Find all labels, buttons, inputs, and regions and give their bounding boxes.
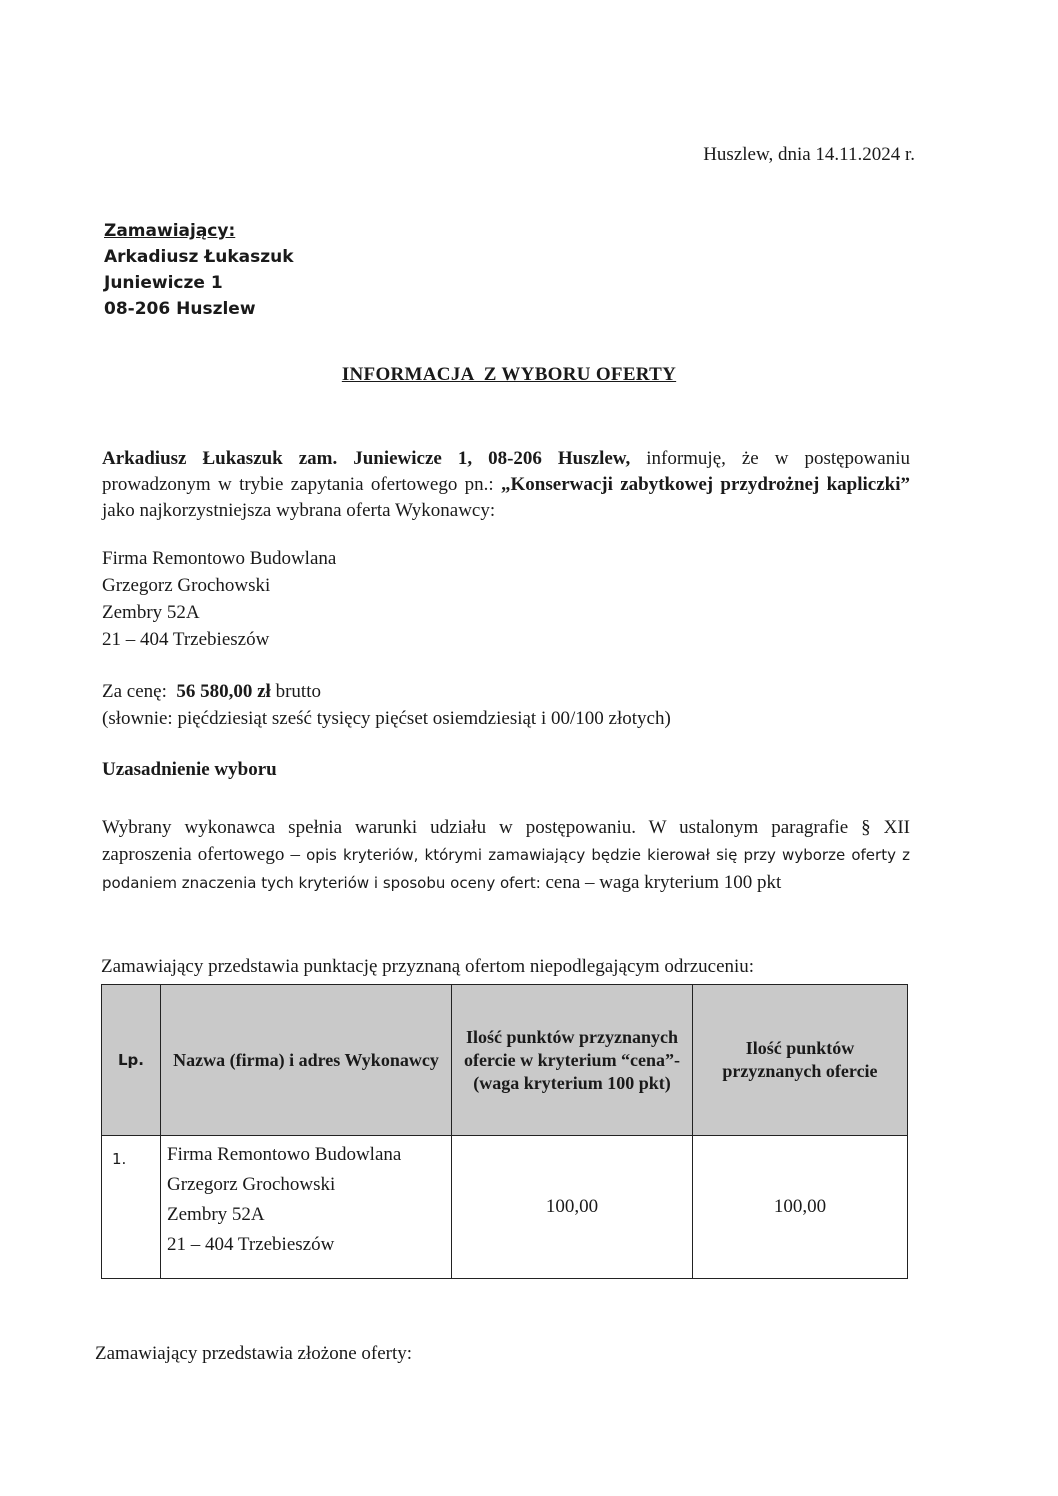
score-table: [101, 984, 908, 1279]
row-firm: [161, 1136, 452, 1279]
price-amount: 56 580,00 zł: [176, 681, 271, 702]
price-suffix: brutto: [270, 681, 321, 702]
row-firm-line-2: Grzegorz Grochowski: [167, 1174, 336, 1195]
row-firm-line-4: 21 – 404 Trzebieszów: [167, 1234, 335, 1255]
contracting-party-street: Juniewicze 1: [104, 273, 223, 293]
table-row: [102, 1136, 908, 1279]
row-lp: 1.: [102, 1136, 161, 1279]
justification-text-3: cena – waga kryterium 100 pkt: [540, 872, 782, 893]
winner-line-3: Zembry 52A: [102, 602, 200, 623]
intro-text-2: jako najkorzystniejsza wybrana oferta Wykonawcy:: [102, 500, 496, 521]
winner-line-2: Grzegorz Grochowski: [102, 575, 271, 596]
winner-line-4: 21 – 404 Trzebieszów: [102, 629, 270, 650]
justification-text-1: Wybrany wykonawca spełnia warunki udziału w postępowaniu. W ustalonym paragrafie § XII zaproszenia ofertowego –: [102, 817, 910, 865]
row-firm-line-1: Firma Remontowo Budowlana: [167, 1144, 402, 1165]
winner-address-block: [102, 545, 336, 653]
price-block: [102, 678, 671, 732]
header-total-points: Ilość punktów przyznanych ofercie: [693, 985, 908, 1136]
contracting-party-heading: Zamawiający:: [104, 221, 236, 241]
price-line: [102, 678, 671, 705]
row-firm-line-3: Zembry 52A: [167, 1204, 265, 1225]
header-lp: Lp.: [102, 985, 161, 1136]
document-title: INFORMACJA Z WYBORU OFERTY: [341, 364, 677, 385]
justification-heading: Uzasadnienie wyboru: [102, 759, 277, 780]
document-date: Huszlew, dnia 14.11.2024 r.: [703, 144, 915, 165]
contracting-party-block: [104, 218, 294, 322]
winner-line-1: Firma Remontowo Budowlana: [102, 548, 337, 569]
intro-project-name: „Konserwacji zabytkowej przydrożnej kapliczki”: [501, 474, 911, 495]
intro-paragraph: [102, 446, 910, 524]
score-intro-text: Zamawiający przedstawia punktację przyznaną ofertom niepodlegającym odrzuceniu:: [101, 956, 755, 977]
price-label: Za cenę:: [102, 681, 177, 702]
intro-lead: Arkadiusz Łukaszuk zam. Juniewicze 1, 08-206 Huszlew,: [102, 448, 631, 469]
price-in-words: (słownie: pięćdziesiąt sześć tysięcy pięćset osiemdziesiąt i 00/100 złotych): [102, 708, 671, 729]
offers-intro-text: Zamawiający przedstawia złożone oferty:: [95, 1343, 413, 1364]
header-price-points: Ilość punktów przyznanych ofercie w kryterium “cena”- (waga kryterium 100 pkt): [452, 985, 693, 1136]
row-price-points: 100,00: [452, 1136, 693, 1279]
justification-paragraph: [102, 814, 910, 897]
intro-text-1: informuję, że w postępowaniu prowadzonym w trybie zapytania ofertowego pn.:: [102, 448, 910, 495]
contracting-party-city: 08-206 Huszlew: [104, 299, 256, 319]
justification-text-2: opis kryteriów, którymi zamawiający będzie kierował się przy wyborze oferty z podaniem znaczenia tych kryteriów i sposobu oceny ofert:: [102, 846, 910, 892]
score-table-header-row: [102, 985, 908, 1136]
header-firm: Nazwa (firma) i adres Wykonawcy: [161, 985, 452, 1136]
contracting-party-name: Arkadiusz Łukaszuk: [104, 247, 294, 267]
row-total-points: 100,00: [693, 1136, 908, 1279]
